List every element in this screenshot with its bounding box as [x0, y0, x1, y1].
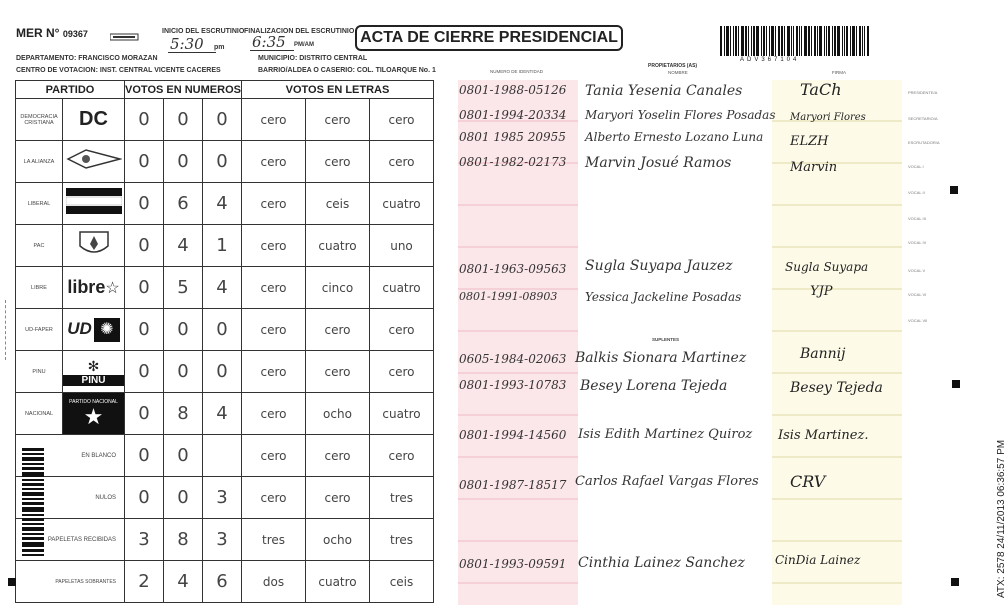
- barcode-bar: [852, 26, 855, 56]
- logo-alianza-icon: [63, 141, 125, 183]
- barcode-bar: [775, 26, 776, 56]
- barcode-bar: [808, 26, 810, 56]
- barcode-bar: [738, 26, 739, 56]
- barcode-bar: [856, 26, 857, 56]
- barcode-bar: [834, 26, 836, 56]
- member-signature: Bannij: [800, 346, 846, 362]
- member-name: Sugla Suyapa Jauzez: [585, 258, 733, 274]
- col-partido: PARTIDO: [16, 81, 125, 99]
- member-name: Tania Yesenia Canales: [585, 83, 743, 99]
- fin-time: 6:35: [252, 33, 286, 51]
- member-name: Besey Lorena Tejeda: [580, 378, 728, 394]
- barcode-bar: [801, 26, 802, 56]
- barcode-bar: [756, 26, 759, 56]
- inicio-time: 5:30: [170, 35, 204, 53]
- role-label: VOCAL III: [908, 216, 926, 221]
- member-id: 0801-1991-08903: [459, 290, 558, 303]
- table-row: LIBRE libre☆ 0 5 4 cero cinco cuatro: [16, 267, 434, 309]
- logo-nacional: PARTIDO NACIONAL ★: [63, 393, 125, 435]
- nombre-label: NOMBRE: [668, 70, 688, 75]
- firma-label: FIRMA: [832, 70, 846, 75]
- member-signature: TaCh: [800, 80, 842, 99]
- logo-libre: libre☆: [63, 267, 125, 309]
- inicio-suffix: pm: [214, 44, 225, 51]
- barcode-bar: [844, 26, 845, 56]
- logo-liberal-icon: [63, 183, 125, 225]
- member-id: 0801-1987-18517: [459, 478, 567, 492]
- barcode-bar: [862, 26, 863, 56]
- fin-label: FINALIZACION DEL ESCRUTINIO: [244, 28, 355, 35]
- barcode-bar: [859, 26, 861, 56]
- barcode-bar: [726, 26, 729, 56]
- signature-column-bg: [772, 80, 902, 605]
- member-id: 0801-1982-02173: [459, 155, 567, 169]
- member-id: 0801-1993-10783: [459, 378, 567, 392]
- barcode-bar: [771, 26, 774, 56]
- member-signature: Maryori Flores: [790, 112, 866, 123]
- logo-pinu: ✻ PINU: [63, 351, 125, 393]
- member-name: Isis Edith Martinez Quiroz: [578, 427, 753, 442]
- member-id: 0801-1963-09563: [459, 262, 567, 276]
- role-label: VOCAL VI: [908, 292, 927, 297]
- member-name: Maryori Yoselin Flores Posadas: [585, 108, 776, 122]
- role-label: SECRETARIO/A: [908, 116, 938, 121]
- role-label: VOCAL IV: [908, 240, 927, 245]
- member-signature: YJP: [810, 284, 833, 299]
- barcode-bar: [778, 26, 780, 56]
- role-label: PRESIDENTE/A: [908, 90, 938, 95]
- barcode-bar: [846, 26, 848, 56]
- member-name: Carlos Rafael Vargas Flores: [575, 474, 759, 489]
- table-row: LIBERAL 0 6 4 cero ceis cuatro: [16, 183, 434, 225]
- member-id: 0801 1985 20955: [459, 130, 566, 144]
- member-id: 0801-1994-20334: [459, 108, 567, 122]
- barcode-bar: [824, 26, 825, 56]
- logo-pac-icon: [63, 225, 125, 267]
- barcode-bar: [796, 26, 798, 56]
- col-votos-numeros: VOTOS EN NUMEROS: [125, 81, 242, 99]
- inicio-label: INICIO DEL ESCRUTINIO: [162, 28, 245, 35]
- barcode-bar: [745, 26, 747, 56]
- logo-dc: DC: [63, 99, 125, 141]
- left-barcode: [20, 448, 52, 558]
- barcode-bar: [784, 26, 785, 56]
- role-label: VOCAL VII: [908, 318, 928, 323]
- barcode-bar: [804, 26, 807, 56]
- barcode-bar: [842, 26, 843, 56]
- member-signature: Besey Tejeda: [790, 380, 883, 396]
- top-barcode: [720, 26, 910, 56]
- barcode-bar: [850, 26, 851, 56]
- barrio: BARRIO/ALDEA O CASERIO: COL. TILOARQUE No. 1: [258, 67, 436, 74]
- table-row: UD-FAPER UD ✺ 0 0 0 cero cero cero: [16, 309, 434, 351]
- col-votos-letras: VOTOS EN LETRAS: [242, 81, 434, 99]
- fin-suffix: PM/AM: [294, 42, 314, 48]
- barcode-text: ADV367104: [740, 57, 800, 63]
- barcode-bar: [741, 26, 744, 56]
- votes-table: [15, 80, 434, 603]
- member-name: Balkis Sionara Martinez: [575, 350, 747, 366]
- suplentes-label: SUPLENTES: [652, 337, 680, 342]
- table-row: NULOS 0 0 3 cero cero tres: [16, 477, 434, 519]
- role-label: VOCAL I: [908, 164, 924, 169]
- barcode-bar: [819, 26, 822, 56]
- barcode-bar: [837, 26, 840, 56]
- barcode-bar: [787, 26, 790, 56]
- member-id: 0605-1984-02063: [459, 352, 567, 366]
- barcode-bar: [753, 26, 755, 56]
- table-row: NACIONAL PARTIDO NACIONAL ★ 0 8 4 cero ocho cuatro: [16, 393, 434, 435]
- mer-label: MER N° 09367: [16, 26, 88, 40]
- barcode-bar: [769, 26, 770, 56]
- barcode-bar: [724, 26, 725, 56]
- barcode-bar: [748, 26, 749, 56]
- centro-votacion: CENTRO DE VOTACION: INST. CENTRAL VICENTE CACERES: [16, 67, 221, 74]
- table-row: PAPELETAS RECIBIDAS 3 8 3 tres ocho tres: [16, 519, 434, 561]
- barcode-bar: [720, 26, 722, 56]
- barcode-bar: [763, 26, 765, 56]
- registration-mark: [8, 578, 16, 586]
- member-name: Cinthia Lainez Sanchez: [578, 555, 745, 571]
- barcode-bar: [735, 26, 737, 56]
- barcode-bar: [730, 26, 731, 56]
- barcode-bar: [733, 26, 734, 56]
- registration-mark: [950, 186, 958, 194]
- municipio: MUNICIPIO: DISTRITO CENTRAL: [258, 55, 368, 62]
- role-label: VOCAL V: [908, 268, 926, 273]
- mer-number: 09367: [62, 29, 88, 39]
- member-name: Yessica Jackeline Posadas: [585, 290, 742, 304]
- member-id: 0801-1993-09591: [459, 557, 567, 571]
- role-label: ESCRUTADOR/A: [908, 140, 940, 145]
- barcode-bar: [817, 26, 818, 56]
- registration-mark: [952, 380, 960, 388]
- document-title: ACTA DE CIERRE PRESIDENCIAL: [355, 25, 623, 51]
- member-signature: Isis Martinez.: [778, 428, 869, 443]
- barcode-bar: [814, 26, 816, 56]
- barcode-bar: [828, 26, 830, 56]
- barcode-bar: [751, 26, 752, 56]
- table-row: PAC 0 4 1 cero cuatro uno: [16, 225, 434, 267]
- logo-ud: UD ✺: [63, 309, 125, 351]
- table-row: PINU ✻ PINU 0 0 0 cero cero cero: [16, 351, 434, 393]
- barcode-bar: [811, 26, 812, 56]
- member-name: Marvin Josué Ramos: [585, 155, 732, 171]
- table-row: DEMOCRACIA CRISTIANA DC 0 0 0 cero cero cero: [16, 99, 434, 141]
- member-id: 0801-1988-05126: [459, 83, 567, 97]
- barcode-bar: [867, 26, 869, 56]
- member-signature: ELZH: [790, 134, 829, 149]
- barcode-bar: [799, 26, 800, 56]
- registration-mark: [951, 578, 959, 586]
- scan-timestamp: ATX: 2578 24/11/2013 06:36:57 PM: [996, 439, 1007, 598]
- barcode-bar: [766, 26, 767, 56]
- barcode-bar: [761, 26, 762, 56]
- logo-tse: [110, 28, 140, 36]
- barcode-bar: [832, 26, 833, 56]
- barcode-bar: [793, 26, 794, 56]
- propietarios-label: PROPIETARIOS (AS): [648, 63, 698, 69]
- member-signature: Sugla Suyapa: [785, 260, 869, 274]
- table-row: EN BLANCO 0 0 cero cero cero: [16, 435, 434, 477]
- barcode-bar: [781, 26, 783, 56]
- member-signature: CRV: [790, 472, 826, 491]
- table-row: LA ALIANZA 0 0 0 cero cero cero: [16, 141, 434, 183]
- member-name: Alberto Ernesto Lozano Luna: [585, 130, 764, 144]
- member-signature: CinDia Lainez: [775, 553, 861, 567]
- member-signature: Marvin: [790, 160, 838, 175]
- numero-identidad-label: NUMERO DE IDENTIDAD: [490, 69, 544, 74]
- barcode-bar: [864, 26, 865, 56]
- barcode-bar: [791, 26, 792, 56]
- table-row: PAPELETAS SOBRANTES 2 4 6 dos cuatro ceis: [16, 561, 434, 603]
- member-id: 0801-1994-14560: [459, 428, 567, 442]
- barcode-bar: [826, 26, 827, 56]
- departamento: DEPARTAMENTO: FRANCISCO MORAZAN: [16, 55, 158, 62]
- role-label: VOCAL II: [908, 190, 925, 195]
